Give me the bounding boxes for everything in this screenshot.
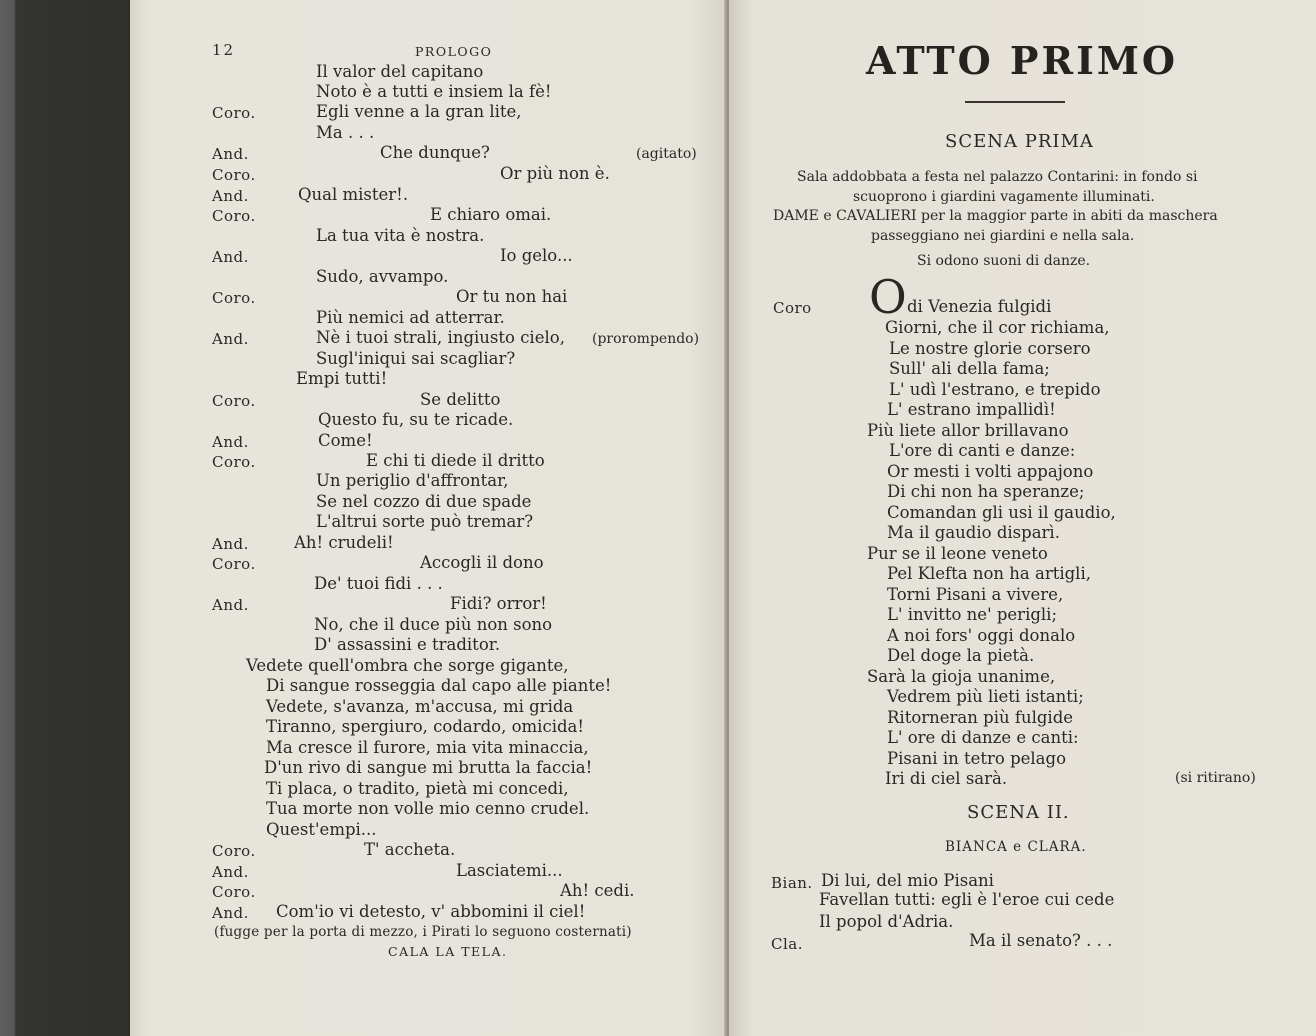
dialogue-speaker: Cla.	[771, 935, 803, 953]
act-title: ATTO PRIMO	[866, 38, 1179, 83]
speaker-label: And.	[212, 596, 249, 614]
chorus-line: L' invitto ne' perigli;	[887, 605, 1058, 624]
chorus-speaker: Coro	[773, 299, 812, 317]
verse-line: Nè i tuoi strali, ingiusto cielo,	[316, 328, 565, 347]
verse-line: Vedete quell'ombra che sorge gigante,	[246, 656, 569, 675]
verse-line: Or tu non hai	[456, 287, 568, 306]
verse-line: Lasciatemi...	[456, 861, 563, 880]
speaker-label: Coro.	[212, 104, 256, 122]
verse-line: Egli venne a la gran lite,	[316, 102, 522, 121]
speaker-label: Coro.	[212, 207, 256, 225]
scene1-description-line: Si odono suoni di danze.	[917, 253, 1091, 269]
chorus-line: Torni Pisani a vivere,	[887, 584, 1064, 604]
chorus-line: Sull' ali della fama;	[889, 359, 1050, 378]
chorus-line: Ritorneran più fulgide	[887, 707, 1074, 727]
verse-line: La tua vita è nostra.	[316, 226, 485, 245]
running-head: PROLOGO	[415, 44, 493, 59]
verse-line: Empi tutti!	[296, 369, 388, 388]
chorus-line: Pur se il leone veneto	[867, 543, 1048, 563]
verse-line: Qual mister!.	[298, 185, 409, 204]
right-page	[729, 0, 1316, 1036]
chorus-line: Pel Klefta non ha artigli,	[887, 564, 1091, 583]
scene1-description-line: scuoprono i giardini vagamente illuminati.	[853, 189, 1155, 205]
chorus-line: L' ore di danze e canti:	[887, 728, 1079, 747]
verse-line: Accogli il dono	[420, 553, 544, 572]
verse-line: Com'io vi detesto, v' abbomini il ciel!	[276, 902, 586, 921]
chorus-line: Giorni, che il cor richiama,	[885, 318, 1110, 337]
verse-line: Tua morte non volle mio cenno crudel.	[266, 799, 590, 818]
verse-line: Io gelo...	[500, 246, 573, 265]
scene2-title: SCENA II.	[967, 802, 1070, 823]
chorus-line: Di chi non ha speranze;	[887, 482, 1085, 501]
speaker-label: And.	[212, 863, 249, 881]
chorus-line: L'ore di canti e danze:	[889, 441, 1076, 460]
verse-line: Il valor del capitano	[316, 62, 484, 81]
speaker-label: And.	[212, 145, 249, 163]
verse-line: Sugl'iniqui sai scagliar?	[316, 349, 516, 368]
verse-line: E chi ti diede il dritto	[366, 451, 545, 470]
verse-line: Se nel cozzo di due spade	[316, 492, 532, 511]
speaker-label: Coro.	[212, 289, 256, 307]
speaker-label: And.	[212, 535, 249, 553]
dialogue-line: Ma il senato? . . .	[969, 931, 1113, 950]
chorus-line: Le nostre glorie corsero	[889, 338, 1091, 358]
scene1-description-line: DAME e CAVALIERI per la maggior parte in abiti da maschera	[773, 208, 1218, 224]
scene1-description-line: passeggiano nei giardini e nella sala.	[871, 228, 1135, 244]
chorus-line: Iri di ciel sarà.	[885, 769, 1008, 788]
speaker-label: And.	[212, 433, 249, 451]
verse-line: Questo fu, su te ricade.	[318, 410, 514, 429]
speaker-label: Coro.	[212, 883, 256, 901]
chorus-line: L' estrano impallidì!	[887, 400, 1056, 419]
chorus-first-line: di Venezia fulgidi	[907, 297, 1052, 316]
stage-direction: (fugge per la porta di mezzo, i Pirati lo seguono costernati)	[214, 924, 632, 940]
verse-line: Vedete, s'avanza, m'accusa, mi grida	[266, 697, 574, 716]
speaker-label: Coro.	[212, 453, 256, 471]
verse-line: Fidi? orror!	[450, 594, 547, 613]
dialogue-line: Il popol d'Adria.	[819, 912, 954, 931]
page-number: 12	[212, 41, 236, 59]
chorus-line: Del doge la pietà.	[887, 646, 1035, 665]
verse-line: Ah! crudeli!	[294, 533, 394, 552]
stage-note: (agitato)	[636, 146, 697, 162]
chorus-line: Comandan gli usi il gaudio,	[887, 502, 1116, 522]
dialogue-line: Di lui, del mio Pisani	[821, 871, 994, 890]
chorus-line: Vedrem più lieti istanti;	[887, 687, 1084, 706]
background-margin	[0, 0, 135, 1036]
verse-line: No, che il duce più non sono	[314, 615, 553, 634]
drop-cap: O	[869, 270, 907, 324]
verse-line: Ah! cedi.	[560, 881, 635, 900]
verse-line: Più nemici ad atterrar.	[316, 308, 505, 327]
stage-note: (prorompendo)	[592, 331, 700, 347]
exit-direction: (si ritirano)	[1175, 770, 1256, 786]
speaker-label: And.	[212, 330, 249, 348]
verse-line: Un periglio d'affrontar,	[316, 471, 509, 490]
verse-line: E chiaro omai.	[430, 205, 552, 224]
chorus-line: A noi fors' oggi donalo	[887, 625, 1076, 645]
verse-line: Quest'empi...	[266, 820, 377, 839]
verse-line: Di sangue rosseggia dal capo alle piante!	[266, 676, 612, 695]
chorus-line: L' udì l'estrano, e trepido	[889, 379, 1101, 399]
verse-line: Noto è a tutti e insiem la fè!	[316, 82, 552, 101]
speaker-label: And.	[212, 904, 249, 922]
verse-line: Tiranno, spergiuro, codardo, omicida!	[266, 717, 584, 736]
left-page	[130, 0, 727, 1036]
title-rule	[965, 101, 1065, 103]
speaker-label: And.	[212, 187, 249, 205]
dialogue-speaker: Bian.	[771, 874, 813, 892]
verse-line: De' tuoi fidi . . .	[314, 574, 443, 593]
chorus-line: Pisani in tetro pelago	[887, 748, 1067, 768]
verse-line: Come!	[318, 431, 373, 450]
verse-line: Ti placa, o tradito, pietà mi concedi,	[266, 779, 569, 798]
scene1-description-line: Sala addobbata a festa nel palazzo Contarini: in fondo si	[797, 169, 1198, 185]
chorus-line: Sarà la gioja unanime,	[867, 666, 1056, 686]
verse-line: Ma . . .	[316, 123, 375, 142]
speaker-label: And.	[212, 248, 249, 266]
chorus-line: Ma il gaudio disparì.	[887, 523, 1060, 542]
verse-line: Che dunque?	[380, 143, 490, 162]
chorus-line: Or mesti i volti appajono	[887, 461, 1094, 481]
curtain-line: CALA LA TELA.	[388, 944, 508, 959]
verse-line: Or più non è.	[500, 164, 610, 183]
verse-line: T' accheta.	[364, 840, 456, 859]
speaker-label: Coro.	[212, 392, 256, 410]
speaker-label: Coro.	[212, 842, 256, 860]
verse-line: Se delitto	[420, 390, 501, 409]
verse-line: D'un rivo di sangue mi brutta la faccia!	[264, 758, 593, 777]
verse-line: L'altrui sorte può tremar?	[316, 512, 534, 531]
speaker-label: Coro.	[212, 555, 256, 573]
scene2-characters: BIANCA e CLARA.	[945, 839, 1087, 855]
verse-line: D' assassini e traditor.	[314, 635, 501, 654]
verse-line: Ma cresce il furore, mia vita minaccia,	[266, 738, 589, 757]
speaker-label: Coro.	[212, 166, 256, 184]
verse-line: Sudo, avvampo.	[316, 267, 449, 286]
chorus-line: Più liete allor brillavano	[867, 420, 1069, 440]
dialogue-line: Favellan tutti: egli è l'eroe cui cede	[819, 890, 1115, 909]
scene1-title: SCENA PRIMA	[945, 131, 1094, 152]
